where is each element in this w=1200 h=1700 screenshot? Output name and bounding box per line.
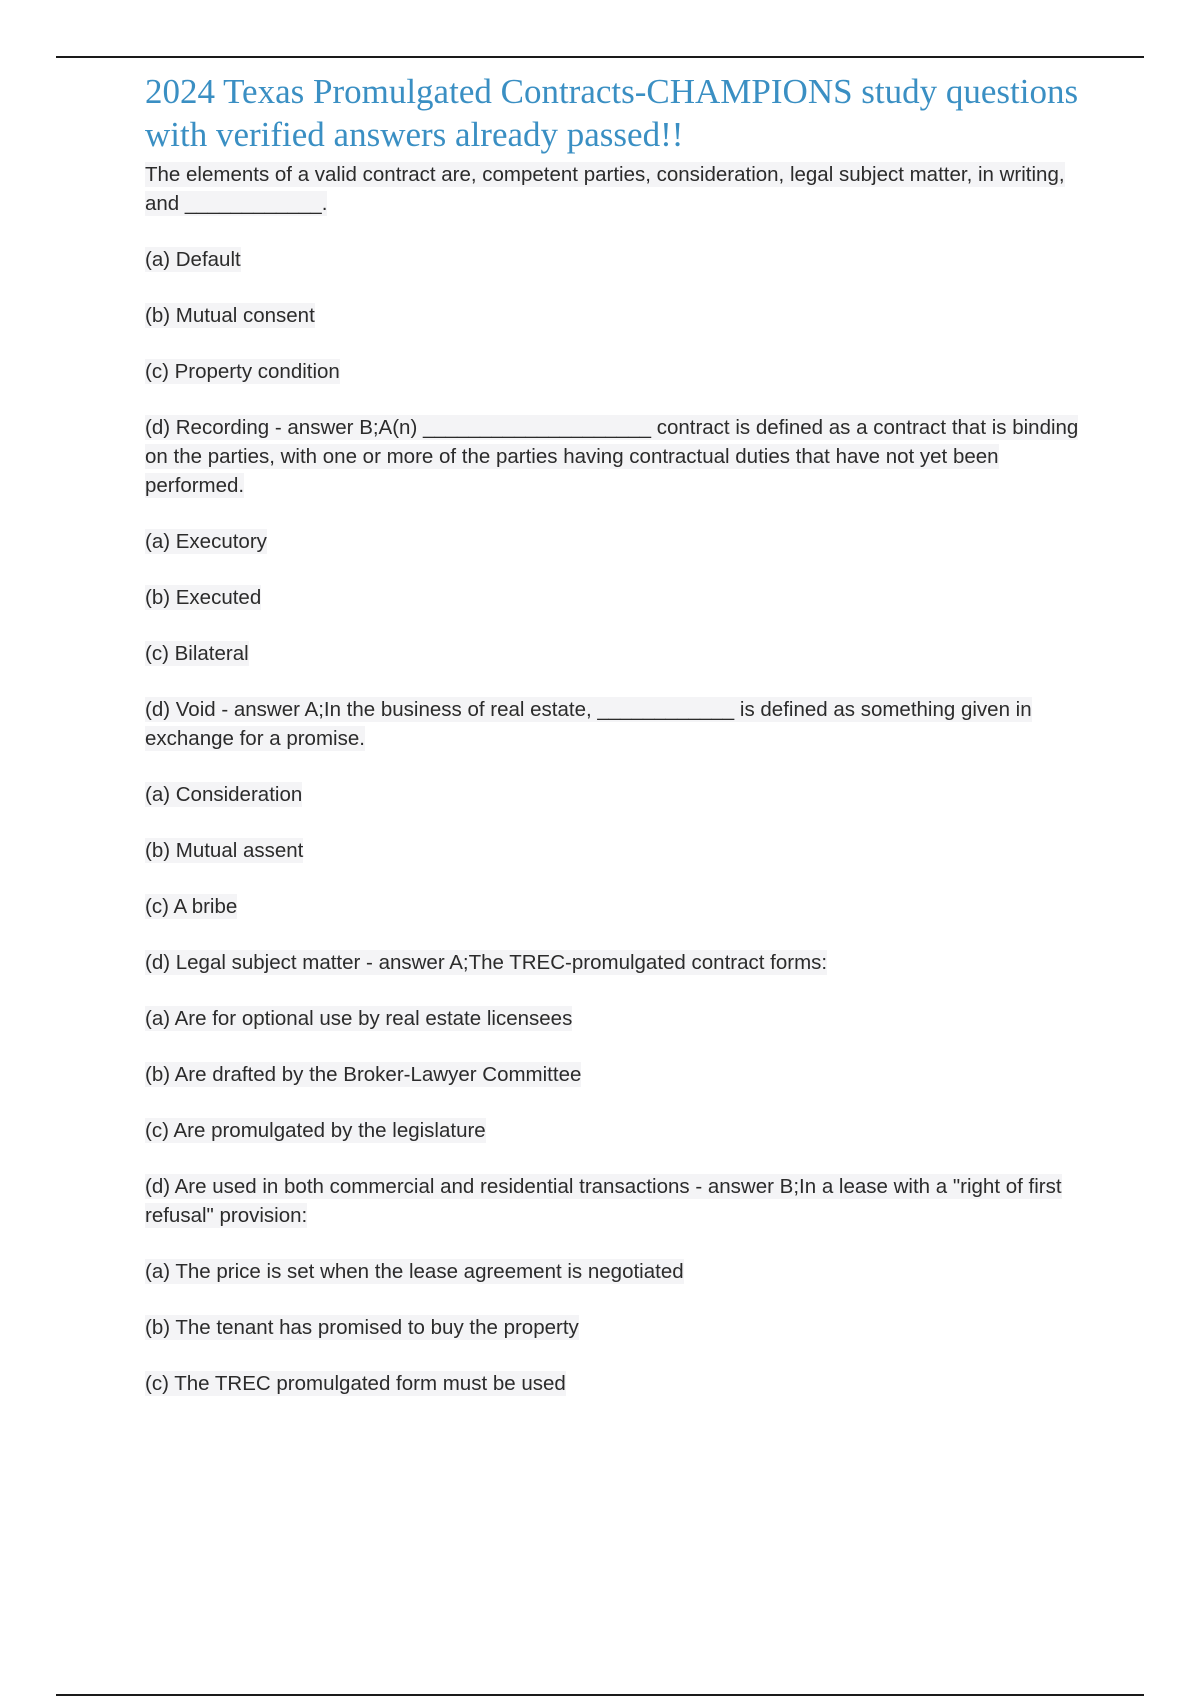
paragraph-text: (b) Mutual consent — [145, 304, 315, 327]
answer-option — [145, 583, 1080, 612]
paragraph-text: (a) Executory — [145, 530, 267, 553]
top-rule — [56, 56, 1144, 58]
paragraph-text: (a) Are for optional use by real estate licensees — [145, 1007, 573, 1030]
paragraph-text: (d) Void - answer A;In the business of real estate, ____________ is defined as something given in exchange for a promise. — [145, 698, 1032, 750]
answer-option — [145, 892, 1080, 921]
document-title: 2024 Texas Promulgated Contracts-CHAMPIONS study questions with verified answers already passed!! — [145, 72, 1079, 154]
paragraph-text: (d) Legal subject matter - answer A;The TREC-promulgated contract forms: — [145, 951, 828, 974]
bottom-rule — [56, 1694, 1144, 1696]
paragraph-text: (c) Bilateral — [145, 642, 249, 665]
answer-option — [145, 1369, 1080, 1398]
answer-option — [145, 301, 1080, 330]
paragraph-text: The elements of a valid contract are, competent parties, consideration, legal subject matter, in writing, and ____________. — [145, 163, 1065, 215]
question-paragraph — [145, 948, 1080, 977]
answer-option — [145, 527, 1080, 556]
paragraph-text: (a) The price is set when the lease agreement is negotiated — [145, 1260, 684, 1283]
answer-option — [145, 1116, 1080, 1145]
paragraph-text: (b) The tenant has promised to buy the property — [145, 1316, 579, 1339]
paragraph-text: (a) Default — [145, 248, 241, 271]
answer-option — [145, 1060, 1080, 1089]
paragraph-text: (a) Consideration — [145, 783, 303, 806]
question-paragraph — [145, 1172, 1080, 1230]
paragraph-text: (b) Mutual assent — [145, 839, 304, 862]
answer-option — [145, 245, 1080, 274]
answer-option — [145, 780, 1080, 809]
answer-option — [145, 836, 1080, 865]
answer-option — [145, 1313, 1080, 1342]
paragraph-text: (c) The TREC promulgated form must be used — [145, 1372, 566, 1395]
paragraph-text: (c) A bribe — [145, 895, 238, 918]
question-paragraph — [145, 160, 1080, 218]
paragraph-text: (b) Are drafted by the Broker-Lawyer Committee — [145, 1063, 582, 1086]
question-paragraph — [145, 413, 1080, 500]
paragraph-text: (b) Executed — [145, 586, 262, 609]
answer-option — [145, 639, 1080, 668]
paragraph-text: (d) Recording - answer B;A(n) ____________________ contract is defined as a contract that is binding on the parties, with one or more of the parties having contractual duties that have not yet been performed. — [145, 416, 1079, 497]
paragraph-text: (c) Property condition — [145, 360, 340, 383]
answer-option — [145, 1257, 1080, 1286]
question-paragraph — [145, 695, 1080, 753]
paragraph-text: (c) Are promulgated by the legislature — [145, 1119, 486, 1142]
answer-option — [145, 357, 1080, 386]
document-body — [145, 70, 1080, 1398]
answer-option — [145, 1004, 1080, 1033]
paragraph-text: (d) Are used in both commercial and residential transactions - answer B;In a lease with a "right of first refusal" provision: — [145, 1175, 1062, 1227]
